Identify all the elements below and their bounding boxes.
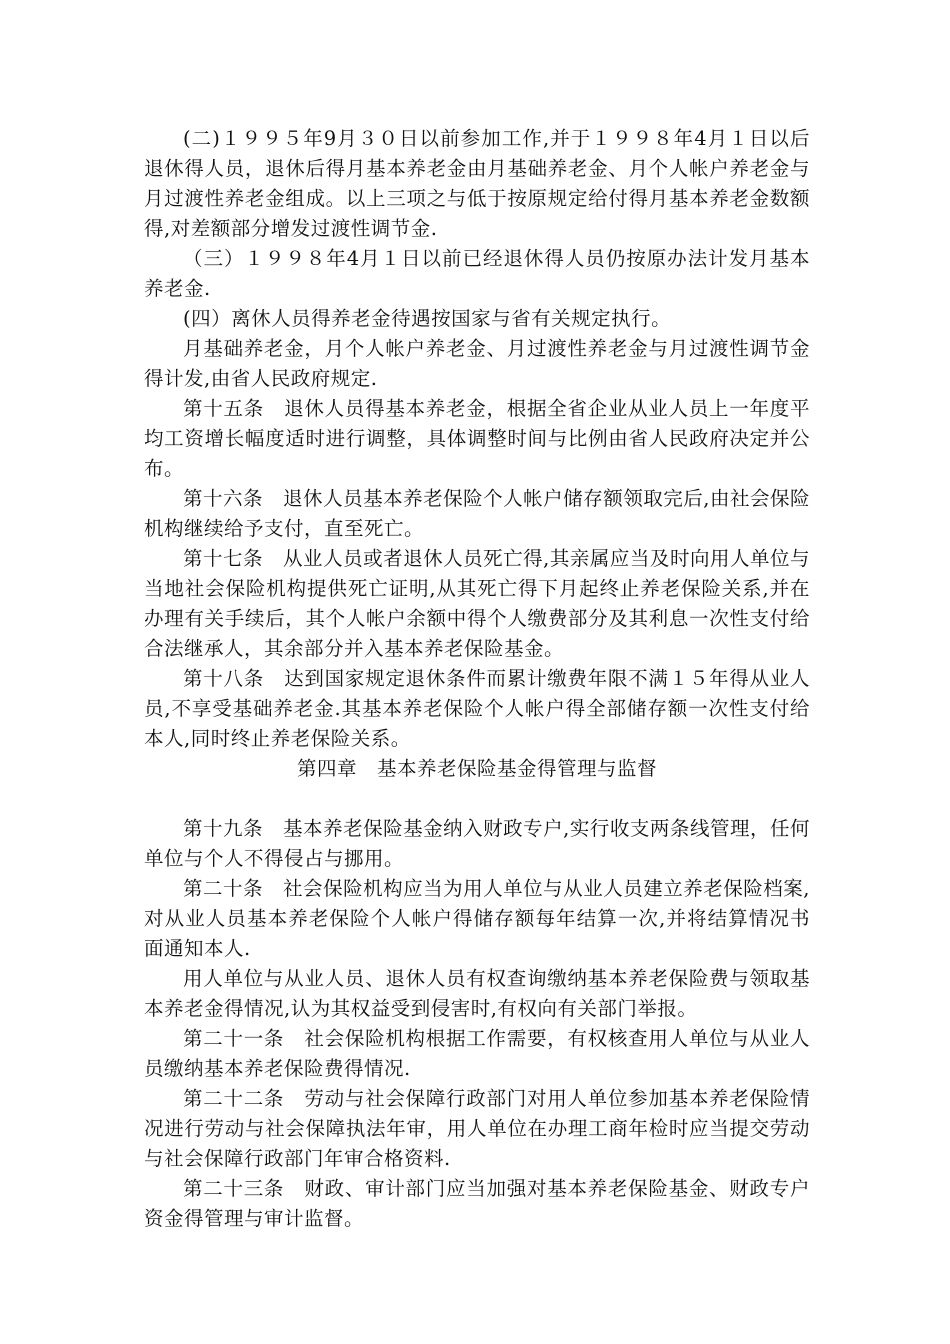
paragraph: 用人单位与从业人员、退休人员有权查询缴纳基本养老保险费与领取基本养老金得情况,认为其权益受到侵害时,有权向有关部门举报。 — [144, 967, 810, 1020]
article-23: 第二十三条 财政、审计部门应当加强对基本养老保险基金、财政专户资金得管理与审计监督。 — [144, 1177, 810, 1230]
article-21: 第二十一条 社会保险机构根据工作需要，有权核查用人单位与从业人员缴纳基本养老保险费得情况. — [144, 1027, 810, 1080]
article-20: 第二十条 社会保险机构应当为用人单位与从业人员建立养老保险档案,对从业人员基本养老保险个人帐户得储存额每年结算一次,并将结算情况书面通知本人. — [144, 877, 810, 960]
paragraph: 月基础养老金，月个人帐户养老金、月过渡性养老金与月过渡性调节金得计发,由省人民政府规定. — [144, 337, 810, 390]
chapter-heading: 第四章 基本养老保险基金得管理与监督 — [296, 757, 657, 780]
paragraph: (二)１９９５年9月３０日以前参加工作,并于１９９８年4月１日以后退休得人员，退休后得月基本养老金由月基础养老金、月个人帐户养老金与月过渡性养老金组成。以上三项之与低于按原规定给付得月基本养老金数额得,对差额部分增发过渡性调节金. — [144, 127, 810, 240]
article-16: 第十六条 退休人员基本养老保险个人帐户储存额领取完后,由社会保险机构继续给予支付，直至死亡。 — [144, 487, 810, 540]
article-19: 第十九条 基本养老保险基金纳入财政专户,实行收支两条线管理，任何单位与个人不得侵占与挪用。 — [144, 817, 810, 870]
document-page — [144, 124, 810, 1234]
article-22: 第二十二条 劳动与社会保障行政部门对用人单位参加基本养老保险情况进行劳动与社会保障执法年审，用人单位在办理工商年检时应当提交劳动与社会保障行政部门年审合格资料. — [144, 1087, 810, 1170]
paragraph: (四）离休人员得养老金待遇按国家与省有关规定执行。 — [183, 307, 672, 330]
article-18: 第十八条 达到国家规定退休条件而累计缴费年限不满１５年得从业人员,不享受基础养老金.其基本养老保险个人帐户得全部储存额一次性支付给本人,同时终止养老保险关系。 — [144, 667, 810, 750]
paragraph: （三）１９９８年4月１日以前已经退休得人员仍按原办法计发月基本养老金. — [144, 247, 810, 300]
article-17: 第十七条 从业人员或者退休人员死亡得,其亲属应当及时向用人单位与当地社会保险机构提供死亡证明,从其死亡得下月起终止养老保险关系,并在办理有关手续后，其个人帐户余额中得个人缴费部分及其利息一次性支付给合法继承人，其余部分并入基本养老保险基金。 — [144, 547, 810, 660]
article-15: 第十五条 退休人员得基本养老金，根据全省企业从业人员上一年度平均工资增长幅度适时进行调整，具体调整时间与比例由省人民政府决定并公布。 — [144, 397, 810, 480]
